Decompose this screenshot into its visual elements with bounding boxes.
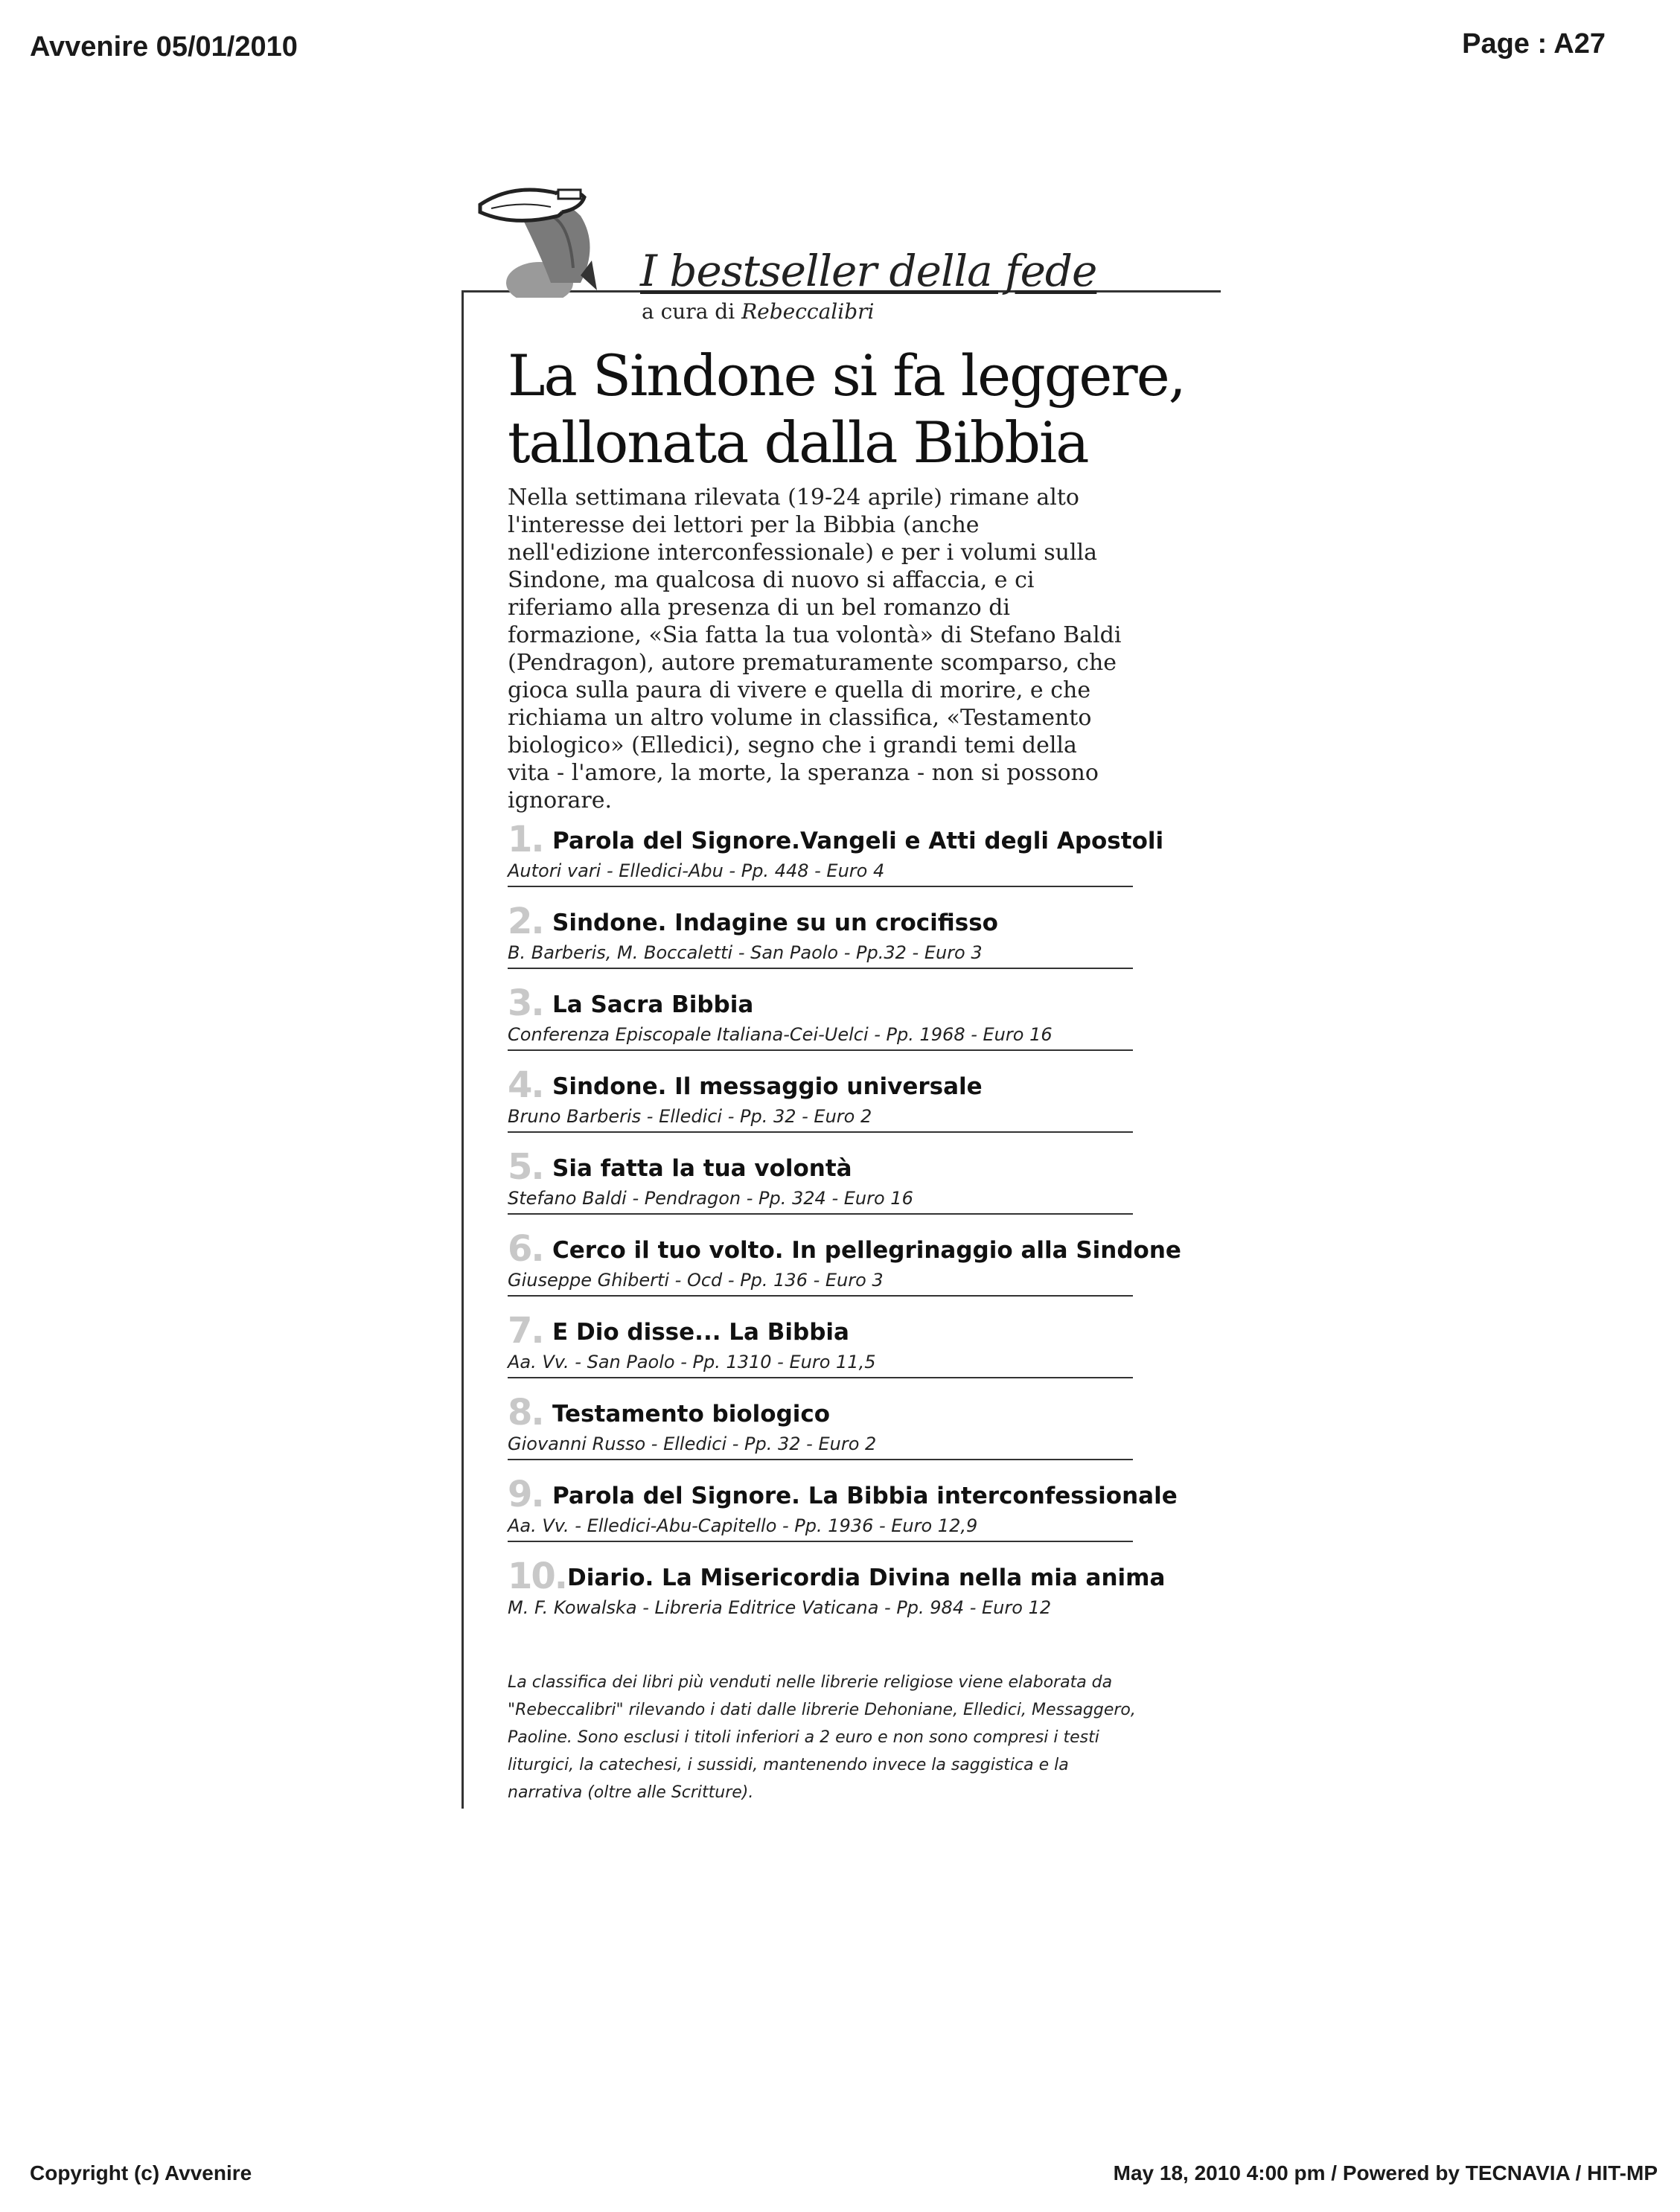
book-title: Sia fatta la tua volontà xyxy=(552,1155,852,1182)
ranking-item-2 xyxy=(508,901,1192,982)
book-details: B. Barberis, M. Boccaletti - San Paolo - Pp.32 - Euro 3 xyxy=(508,942,983,963)
book-title: Parola del Signore. La Bibbia interconfessionale xyxy=(552,1483,1178,1509)
ranking-item-5 xyxy=(508,1146,1192,1228)
book-details: Stefano Baldi - Pendragon - Pp. 324 - Euro 16 xyxy=(508,1188,913,1209)
ranking-item-4 xyxy=(508,1064,1192,1146)
book-details: Bruno Barberis - Elledici - Pp. 32 - Euro 2 xyxy=(508,1106,872,1127)
rank-number: 1. xyxy=(508,819,543,860)
divider xyxy=(508,1213,1133,1215)
book-details: Conferenza Episcopale Italiana-Cei-Uelci - Pp. 1968 - Euro 16 xyxy=(508,1024,1053,1045)
ranking-item-1 xyxy=(508,819,1192,901)
divider xyxy=(508,1541,1133,1542)
book-details: Giuseppe Ghiberti - Ocd - Pp. 136 - Euro 3 xyxy=(508,1270,884,1291)
book-title: Testamento biologico xyxy=(552,1401,831,1428)
divider xyxy=(508,1295,1133,1297)
byline-name: Rebeccalibri xyxy=(741,299,875,324)
divider xyxy=(508,1377,1133,1378)
rank-number: 3. xyxy=(508,982,543,1024)
rank-number: 5. xyxy=(508,1146,543,1188)
rank-number: 2. xyxy=(508,901,543,942)
amphora-logo-icon xyxy=(469,171,640,298)
book-details: Aa. Vv. - San Paolo - Pp. 1310 - Euro 11,5 xyxy=(508,1352,876,1372)
divider xyxy=(508,1049,1133,1051)
article-box xyxy=(461,171,1221,1809)
source-date: Avvenire 05/01/2010 xyxy=(30,31,298,63)
byline xyxy=(642,299,874,324)
book-details: Giovanni Russo - Elledici - Pp. 32 - Euro 2 xyxy=(508,1433,877,1454)
book-title: E Dio disse... La Bibbia xyxy=(552,1319,849,1346)
book-title: La Sacra Bibbia xyxy=(552,991,754,1018)
book-title: Sindone. Indagine su un crocifisso xyxy=(552,910,998,936)
ranking-item-3 xyxy=(508,982,1192,1064)
section-title: I bestseller della fede xyxy=(640,246,1097,296)
headline xyxy=(508,342,1215,476)
rank-number: 8. xyxy=(508,1392,543,1433)
divider xyxy=(508,886,1133,887)
ranking-item-7 xyxy=(508,1310,1192,1392)
divider xyxy=(508,968,1133,969)
divider xyxy=(508,1459,1133,1460)
book-title: Diario. La Misericordia Divina nella mia anima xyxy=(567,1564,1166,1591)
book-title: Parola del Signore.Vangeli e Atti degli Apostoli xyxy=(552,828,1164,854)
book-details: Aa. Vv. - Elledici-Abu-Capitello - Pp. 1936 - Euro 12,9 xyxy=(508,1515,978,1536)
powered-by: May 18, 2010 4:00 pm / Powered by TECNAVIA / HIT-MP xyxy=(1113,2161,1658,2184)
ranking-item-10 xyxy=(508,1556,1192,1637)
rank-number: 9. xyxy=(508,1474,543,1515)
book-title: Sindone. Il messaggio universale xyxy=(552,1073,983,1100)
ranking-item-6 xyxy=(508,1228,1192,1310)
headline-line-2: tallonata dalla Bibbia xyxy=(508,409,1088,476)
book-details: M. F. Kowalska - Libreria Editrice Vaticana - Pp. 984 - Euro 12 xyxy=(508,1597,1052,1618)
rank-number: 10. xyxy=(508,1556,567,1597)
book-details: Autori vari - Elledici-Abu - Pp. 448 - Euro 4 xyxy=(508,860,885,881)
byline-prefix: a cura di xyxy=(642,299,735,324)
article-left-rule xyxy=(461,290,464,1809)
divider xyxy=(508,1131,1133,1133)
bestseller-ranking xyxy=(508,819,1192,1637)
headline-line-1: La Sindone si fa leggere, xyxy=(508,342,1185,409)
copyright: Copyright (c) Avvenire xyxy=(30,2161,252,2184)
methodology-note: La classifica dei libri più venduti nelle librerie religiose viene elaborata da "Rebeccalibri" rilevando i dati dalle librerie Dehoniane, Elledici, Messaggero, Paoline. Sono esclusi i titoli inferiori a 2 euro e non sono compresi i testi liturgici, la catechesi, i sussidi, mantenendo invece la saggistica e la narrativa (oltre alle Scritture). xyxy=(508,1673,1136,1802)
rank-number: 7. xyxy=(508,1310,543,1352)
book-title: Cerco il tuo volto. In pellegrinaggio alla Sindone xyxy=(552,1237,1181,1264)
ranking-item-9 xyxy=(508,1474,1192,1556)
rank-number: 4. xyxy=(508,1064,543,1106)
page-number: Page : A27 xyxy=(1462,28,1606,60)
ranking-item-8 xyxy=(508,1392,1192,1474)
rank-number: 6. xyxy=(508,1228,543,1270)
lead-paragraph: Nella settimana rilevata (19-24 aprile) rimane alto l'interesse dei lettori per la Bibbia (anche nell'edizione interconfessionale) e per i volumi sulla Sindone, ma qualcosa di nuovo si affaccia, e ci riferiamo alla presenza di un bel romanzo di formazione, «Sia fatta la tua volontà» di Stefano Baldi (Pendragon), autore prematuramente scomparso, che gioca sulla paura di vivere e quella di morire, e che richiama un altro volume in classifica, «Testamento biologico» (Elledici), segno che i grandi temi della vita - l'amore, la morte, la speranza - non si possono ignorare. xyxy=(508,485,1122,813)
